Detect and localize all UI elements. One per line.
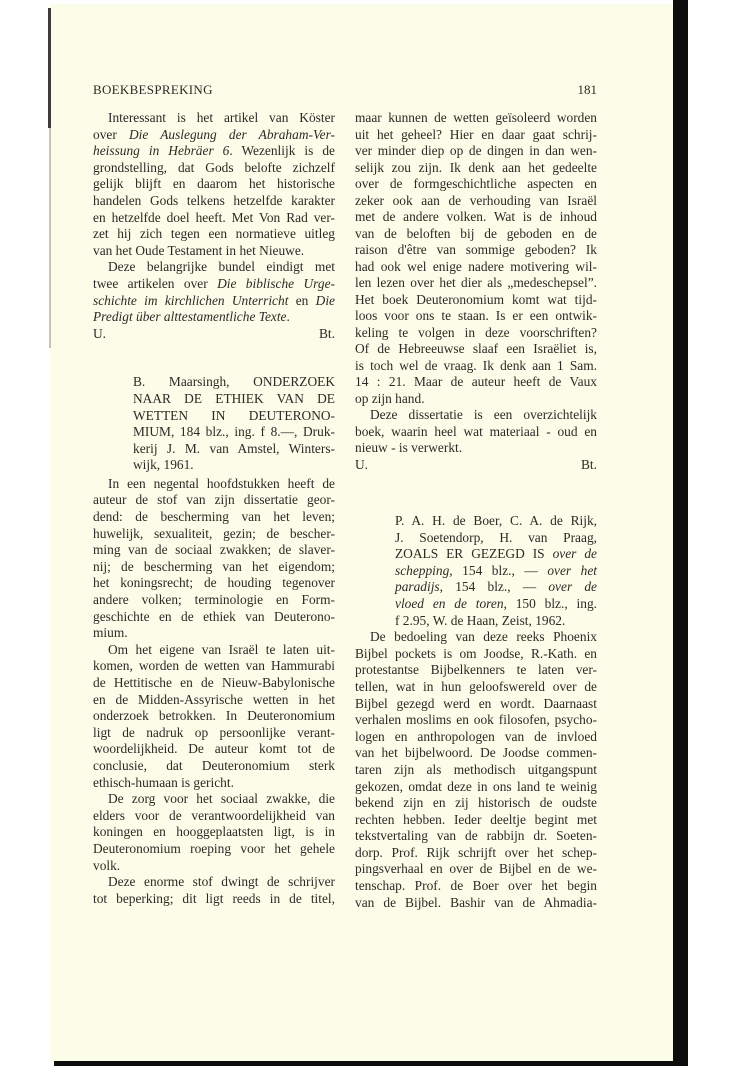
text-line: komen, worden de wetten van Hammurabi	[93, 658, 335, 674]
text-line: volk.	[93, 857, 121, 873]
text-line: van het Oude Testament in het Nieuwe.	[93, 242, 305, 258]
italic-title-segment: vloed en de toren	[395, 595, 504, 611]
text-line: kerij J. M. van Amstel, Winters-	[133, 440, 335, 456]
text-line: Het boek Deuteronomium komt wat tijd-	[355, 291, 597, 307]
text-line: gekozen, omdat deze in ons land te weinig	[355, 778, 597, 794]
text-line: Deze enorme stof dwingt de schrijver	[108, 874, 335, 890]
text-line	[93, 309, 335, 326]
paragraph	[93, 874, 335, 907]
italic-title-segment: heissung in Hebräer 6	[93, 143, 230, 159]
text-line: ver minder diep op de dingen in dan wen-	[355, 143, 597, 158]
italic-title-segment: Predigt über alttestamentliche Texte	[93, 309, 287, 325]
text-segment: , 154 blz., —	[449, 562, 548, 578]
text-line: geschichte en de ethiek van Deuterono-	[93, 608, 335, 624]
text-line: uit het geheel? Hier en daar gaat schrij-	[355, 126, 597, 142]
text-segment: , 154 blz., —	[439, 579, 549, 595]
text-line: woordelijkheid. De auteur komt tot de	[93, 741, 335, 757]
book-citation	[355, 513, 597, 629]
text-line: logen en anthropologen van de invloed	[355, 728, 597, 744]
text-line: f 2.95, W. de Haan, Zeist, 1962.	[395, 612, 566, 628]
page-bottom-edge-shadow	[54, 1061, 688, 1066]
text-line: len lezen over het dier als „medeschepsel”.	[355, 275, 597, 290]
italic-title-segment: schichte im kirchlichen Unterricht	[93, 292, 289, 308]
review-signature	[93, 326, 335, 343]
text-line: NAAR DE ETHIEK VAN DE	[133, 390, 335, 406]
text-line: selijk zou zijn. Ik denk aan het gedeelte	[355, 159, 597, 175]
text-line: taren zijn als methodisch uitgangspunt	[355, 761, 597, 777]
text-line: Deze belangrijke bundel eindigt met	[108, 259, 335, 275]
text-line: had ook wel enige nadere motivering wil-	[355, 258, 597, 274]
text-line: In een negental hoofdstukken heeft de	[108, 475, 335, 491]
text-line: Of de Hebreeuwse slaaf een Israëliet is,	[355, 341, 597, 356]
text-line: van de Bijbel. Bashir van de Ahmadia-	[355, 894, 597, 910]
text-line: wijk, 1961.	[133, 457, 194, 473]
text-line: raison d'être van sommige geboden? Ik	[355, 242, 597, 257]
text-line: B. Maarsingh, ONDERZOEK	[133, 374, 335, 390]
text-line	[395, 546, 597, 563]
text-line: dend: de bescherming van het leven;	[93, 509, 335, 525]
text-line: nij; de bescherming van het eigendom;	[93, 558, 335, 574]
text-line: het koningsrecht; de houding tegenover	[93, 575, 335, 591]
text-line: WETTEN IN DEUTERONO-	[133, 407, 335, 423]
text-segment: , 150 blz., ing.	[503, 595, 597, 611]
text-line: is toch wel de vraag. Ik denk aan 1 Sam.	[355, 357, 597, 373]
page-left-edge-shadow	[48, 8, 51, 128]
italic-title-segment: Die	[315, 292, 335, 308]
text-line	[93, 276, 335, 293]
text-line: en de Midden-Assyrische wetten in het	[93, 691, 335, 707]
page-left-edge-shadow-faint	[49, 128, 51, 348]
text-line: nieuw - is verwerkt.	[355, 440, 463, 455]
running-title: BOEKBESPREKING	[93, 82, 213, 97]
paragraph	[93, 259, 335, 325]
text-line: handelen Gods telkens hetzelfde karakter	[93, 192, 335, 208]
paragraph	[355, 407, 597, 457]
text-line: J. Soetendorp, H. van Praag,	[395, 529, 597, 545]
text-segment: .	[286, 309, 290, 325]
text-segment: twee artikelen over	[93, 275, 218, 291]
left-column	[93, 110, 335, 907]
italic-title-segment: schepping	[395, 562, 450, 578]
page-number: 181	[577, 82, 597, 97]
paragraph	[355, 629, 597, 911]
text-line: Om het eigene van Israël te laten uit-	[108, 641, 335, 657]
text-line: met de andere volken. Wat is de inhoud	[355, 209, 597, 224]
text-line: andere volken; terminologie en Form-	[93, 592, 335, 608]
text-line: Bijbel gezegd werd en wordt. Daarnaast	[355, 695, 597, 711]
right-column	[355, 110, 597, 911]
text-line: Interessant is het artikel van Köster	[108, 110, 335, 125]
text-line: ligt de nadruk op persoonlijke verant-	[93, 724, 335, 740]
text-line: gelijk blijft en daarom het historische	[93, 176, 335, 192]
text-line: Bijbel pockets is om Joodse, R.-Kath. en	[355, 645, 597, 661]
text-line: conclusie, dat Deuteronomium sterk	[93, 757, 335, 773]
text-line	[93, 293, 335, 310]
text-line: Deze dissertatie is een overzichtelijk	[370, 407, 597, 422]
review-signature	[355, 457, 597, 474]
text-line: onderzoek betrokken. In Deuteronomium	[93, 708, 335, 724]
text-line	[93, 127, 335, 144]
paragraph	[93, 476, 335, 642]
text-line: en hetzelfde doel heeft. Met Von Rad ver-	[93, 209, 335, 225]
text-line	[395, 596, 597, 613]
italic-title-segment: paradijs	[395, 579, 440, 595]
paragraph	[93, 110, 335, 259]
text-segment: en	[288, 292, 316, 308]
paragraph	[355, 110, 597, 407]
text-line: elders voor de verantwoordelijkheid van	[93, 807, 335, 823]
text-line: van het bijbelwoord. De Joodse commen-	[355, 745, 597, 761]
text-line: zet hij zich tegen een normatieve uitleg	[93, 226, 335, 242]
text-line: rechten hebben. Ieder deeltje begint met	[355, 811, 597, 827]
italic-title-segment: over het	[547, 562, 597, 578]
page-right-edge-shadow	[673, 0, 688, 1066]
text-line: tekstvertaling van de rabbijn dr. Soeten-	[355, 828, 597, 844]
text-line: koningen en hooggeplaatsten ligt, is in	[93, 824, 335, 840]
signature-initial: U.	[93, 325, 107, 341]
text-line: loos voor ons te staan. Is er een ontwik-	[355, 308, 597, 323]
text-line: protestantse Bijbelkenners te laten ver-	[355, 662, 597, 678]
text-line: over de formgeschichtliche aspecten en	[355, 176, 597, 191]
text-line: de Hettitische en de Nieuw-Babylonische	[93, 675, 335, 690]
text-line	[395, 563, 597, 580]
paragraph	[93, 642, 335, 791]
text-line: verhalen moslims en ook filosofen, psycho-	[355, 712, 597, 728]
italic-title-segment: over de	[552, 546, 597, 562]
italic-title-segment: Die Auslegung der Abraham-Ver-	[128, 126, 335, 142]
paragraph	[93, 791, 335, 874]
text-line: bekend zijn en zij historisch de oudste	[355, 795, 597, 811]
text-line: boek, waarin heel wat materiaal - oud en	[355, 423, 597, 439]
text-segment: over	[93, 126, 129, 142]
text-line: zeker ook aan de verhouding van Israël	[355, 192, 597, 208]
text-line: MIUM, 184 blz., ing. f 8.—, Druk-	[133, 424, 335, 440]
signature-reviewer: Bt.	[319, 325, 335, 341]
text-line: tot beperking; dit ligt reeds in de titel,	[93, 890, 335, 906]
signature-initial: U.	[355, 456, 369, 472]
text-line: huwelijk, sexualiteit, gezin; de bescher-	[93, 525, 335, 541]
text-line: grondstelling, dat Gods belofte zichzelf	[93, 159, 335, 175]
text-line: pingsverhaal en over de Bijbel en de we-	[355, 861, 597, 877]
text-line: P. A. H. de Boer, C. A. de Rijk,	[395, 513, 597, 528]
text-line: 14 : 21. Maar de auteur heeft de Vaux	[355, 374, 597, 389]
text-line	[93, 143, 335, 160]
italic-title-segment: Die biblische Urge-	[217, 275, 335, 291]
text-line	[395, 579, 597, 596]
text-line: auteur de stof van zijn dissertatie geor-	[93, 492, 335, 508]
page-header	[93, 81, 597, 98]
text-segment: . Wezenlijk is de	[229, 143, 335, 159]
text-line: van de beloften bij de geboden en de	[355, 225, 597, 241]
book-citation	[93, 374, 335, 474]
text-line: op zijn hand.	[355, 390, 425, 406]
text-line: ming van de sociaal zwakken; de slaver-	[93, 542, 335, 558]
text-segment: ZOALS ER GEZEGD IS	[395, 546, 553, 562]
italic-title-segment: over de	[548, 579, 597, 595]
text-line: mium.	[93, 625, 128, 641]
text-line: tellen, wat in hun geloofswereld over de	[355, 678, 597, 694]
text-line: keling te volgen in deze voorschriften?	[355, 324, 597, 340]
text-line: De zorg voor het sociaal zwakke, die	[108, 791, 335, 807]
text-line: ethisch-humaan is gericht.	[93, 774, 234, 790]
text-line: Deuteronomium roeping voor het gehele	[93, 840, 335, 856]
text-line: tenschap. Prof. de Boer over het begin	[355, 878, 597, 894]
signature-reviewer: Bt.	[581, 456, 597, 472]
text-line: De bedoeling van deze reeks Phoenix	[370, 629, 597, 645]
text-line: maar kunnen de wetten geïsoleerd worden	[355, 110, 597, 125]
text-line: dorp. Prof. Rijk schrijft over het schep-	[355, 844, 597, 860]
